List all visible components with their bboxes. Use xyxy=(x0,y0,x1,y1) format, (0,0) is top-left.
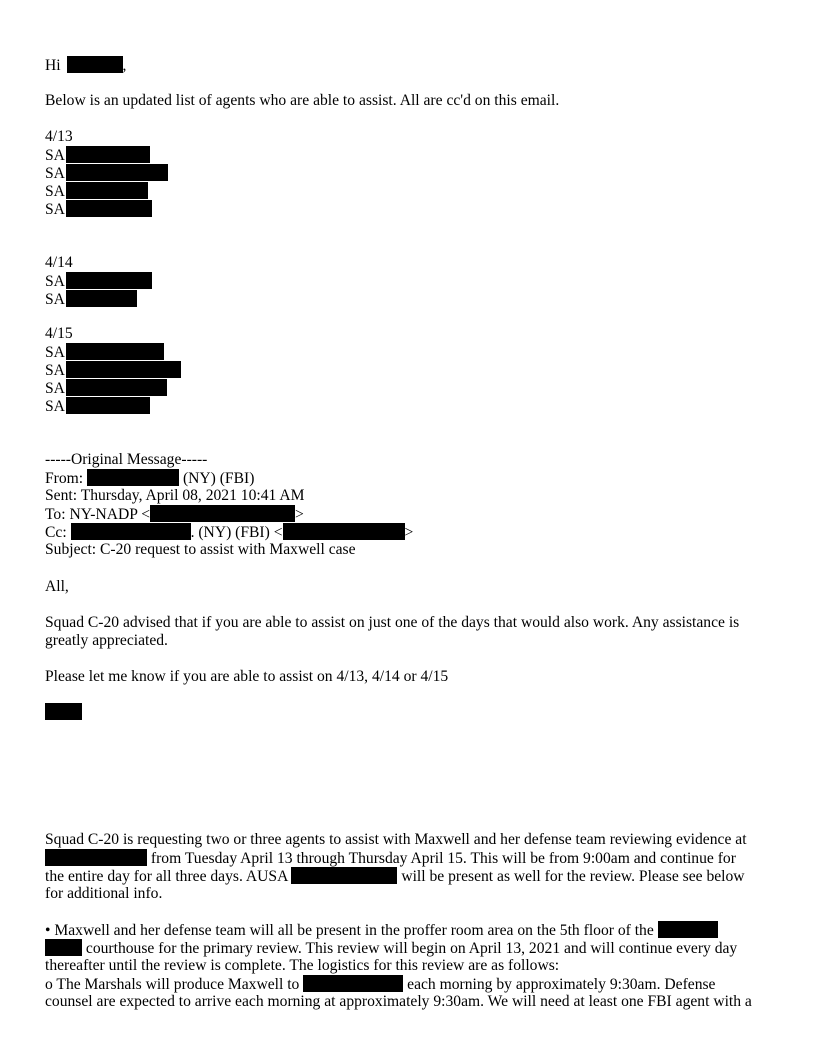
from-line xyxy=(45,469,413,487)
agent-prefix: SA xyxy=(45,165,65,182)
redaction-block xyxy=(66,397,150,414)
intro-text: Below is an updated list of agents who are able to assist. All are cc'd on this email. xyxy=(45,92,560,109)
bullet-line: thereafter until the review is complete. The logistics for this review are as follows: xyxy=(45,957,560,974)
day-date: 4/14 xyxy=(45,254,73,271)
redaction-block xyxy=(66,182,148,199)
redaction-block xyxy=(66,200,152,217)
redaction-block xyxy=(45,939,82,956)
redaction-block xyxy=(658,921,718,938)
agent-row xyxy=(45,164,168,182)
agent-prefix: SA xyxy=(45,183,65,200)
day-date: 4/13 xyxy=(45,128,73,145)
greeting xyxy=(45,56,126,75)
sub-bullet-line: o The Marshals will produce Maxwell to each morning by approximately 9:30am. Defense xyxy=(45,976,716,993)
subject-label: Subject: xyxy=(45,541,97,558)
redaction-block xyxy=(66,361,181,378)
cc-end: > xyxy=(404,524,414,541)
request-paragraph xyxy=(45,831,747,903)
redaction-block xyxy=(291,867,397,884)
request-line: Squad C-20 is requesting two or three agents to assist with Maxwell and her defense team reviewing evidence at xyxy=(45,831,747,848)
from-suffix: (NY) (FBI) xyxy=(182,470,255,487)
request-line: from Tuesday April 13 through Thursday April 15. This will be from 9:00am and continue for xyxy=(45,849,747,867)
subject-line xyxy=(45,541,413,559)
bullet-line: • Maxwell and her defense team will all be present in the proffer room area on the 5th floor of the xyxy=(45,921,752,939)
agent-prefix: SA xyxy=(45,201,65,218)
agent-row xyxy=(45,272,152,290)
redaction-block xyxy=(66,290,137,307)
cc-line xyxy=(45,523,413,541)
agent-prefix: SA xyxy=(45,362,65,379)
redaction-block xyxy=(283,523,405,540)
agent-day-block xyxy=(45,254,152,308)
agent-day-block xyxy=(45,128,168,218)
body-paragraph: Squad C-20 advised that if you are able to assist on just one of the days that would also work. Any assistance is greatly appreciated. xyxy=(45,614,740,649)
sent-line xyxy=(45,487,413,505)
sub-bullet-line: counsel are expected to arrive each morning at approximately 9:30am. We will need at least one FBI agent with a xyxy=(45,993,752,1010)
agent-row xyxy=(45,182,168,200)
signature xyxy=(45,703,82,722)
redaction-block xyxy=(303,975,403,992)
agent-prefix: SA xyxy=(45,147,65,164)
agent-prefix: SA xyxy=(45,273,65,290)
agent-row xyxy=(45,290,152,308)
agent-prefix: SA xyxy=(45,398,65,415)
agent-prefix: SA xyxy=(45,291,65,308)
agent-row xyxy=(45,361,181,379)
agent-row xyxy=(45,379,181,397)
to-name: NY-NADP < xyxy=(69,506,151,523)
agent-row xyxy=(45,146,168,164)
cc-mid: . (NY) (FBI) < xyxy=(190,524,283,541)
sent-label: Sent: xyxy=(45,487,78,504)
redaction-block xyxy=(67,56,123,73)
body-paragraph: Please let me know if you are able to assist on 4/13, 4/14 or 4/15 xyxy=(45,668,449,685)
salutation: All, xyxy=(45,578,69,595)
redaction-block xyxy=(71,523,191,540)
redaction-block xyxy=(87,469,179,486)
from-label: From: xyxy=(45,470,84,487)
redaction-block xyxy=(66,379,167,396)
request-line: for additional info. xyxy=(45,885,163,902)
agent-row xyxy=(45,200,168,218)
request-line: the entire day for all three days. AUSA will be present as well for the review. Please see below xyxy=(45,868,745,885)
redaction-block xyxy=(66,272,152,289)
agent-prefix: SA xyxy=(45,380,65,397)
subject-text: C-20 request to assist with Maxwell case xyxy=(100,541,356,558)
day-date: 4/15 xyxy=(45,325,73,342)
original-message-header xyxy=(45,451,413,559)
to-end: > xyxy=(295,506,304,523)
redaction-block xyxy=(45,703,82,720)
agent-day-block xyxy=(45,325,181,415)
bullet-paragraph xyxy=(45,921,752,1011)
redaction-block xyxy=(66,146,150,163)
greeting-suffix: , xyxy=(122,57,127,74)
original-divider: -----Original Message----- xyxy=(45,451,208,468)
redaction-block xyxy=(45,849,147,866)
bullet-line: courthouse for the primary review. This review will begin on April 13, 2021 and will continue every day xyxy=(45,939,752,957)
redaction-block xyxy=(66,343,164,360)
to-label: To: xyxy=(45,506,66,523)
redaction-block xyxy=(66,164,168,181)
redaction-block xyxy=(150,505,295,522)
agent-row xyxy=(45,343,181,361)
to-line xyxy=(45,505,413,523)
sent-date: Thursday, April 08, 2021 10:41 AM xyxy=(80,487,305,504)
cc-label: Cc: xyxy=(45,524,67,541)
agent-row xyxy=(45,397,181,415)
greeting-prefix: Hi xyxy=(45,57,61,74)
agent-prefix: SA xyxy=(45,344,65,361)
